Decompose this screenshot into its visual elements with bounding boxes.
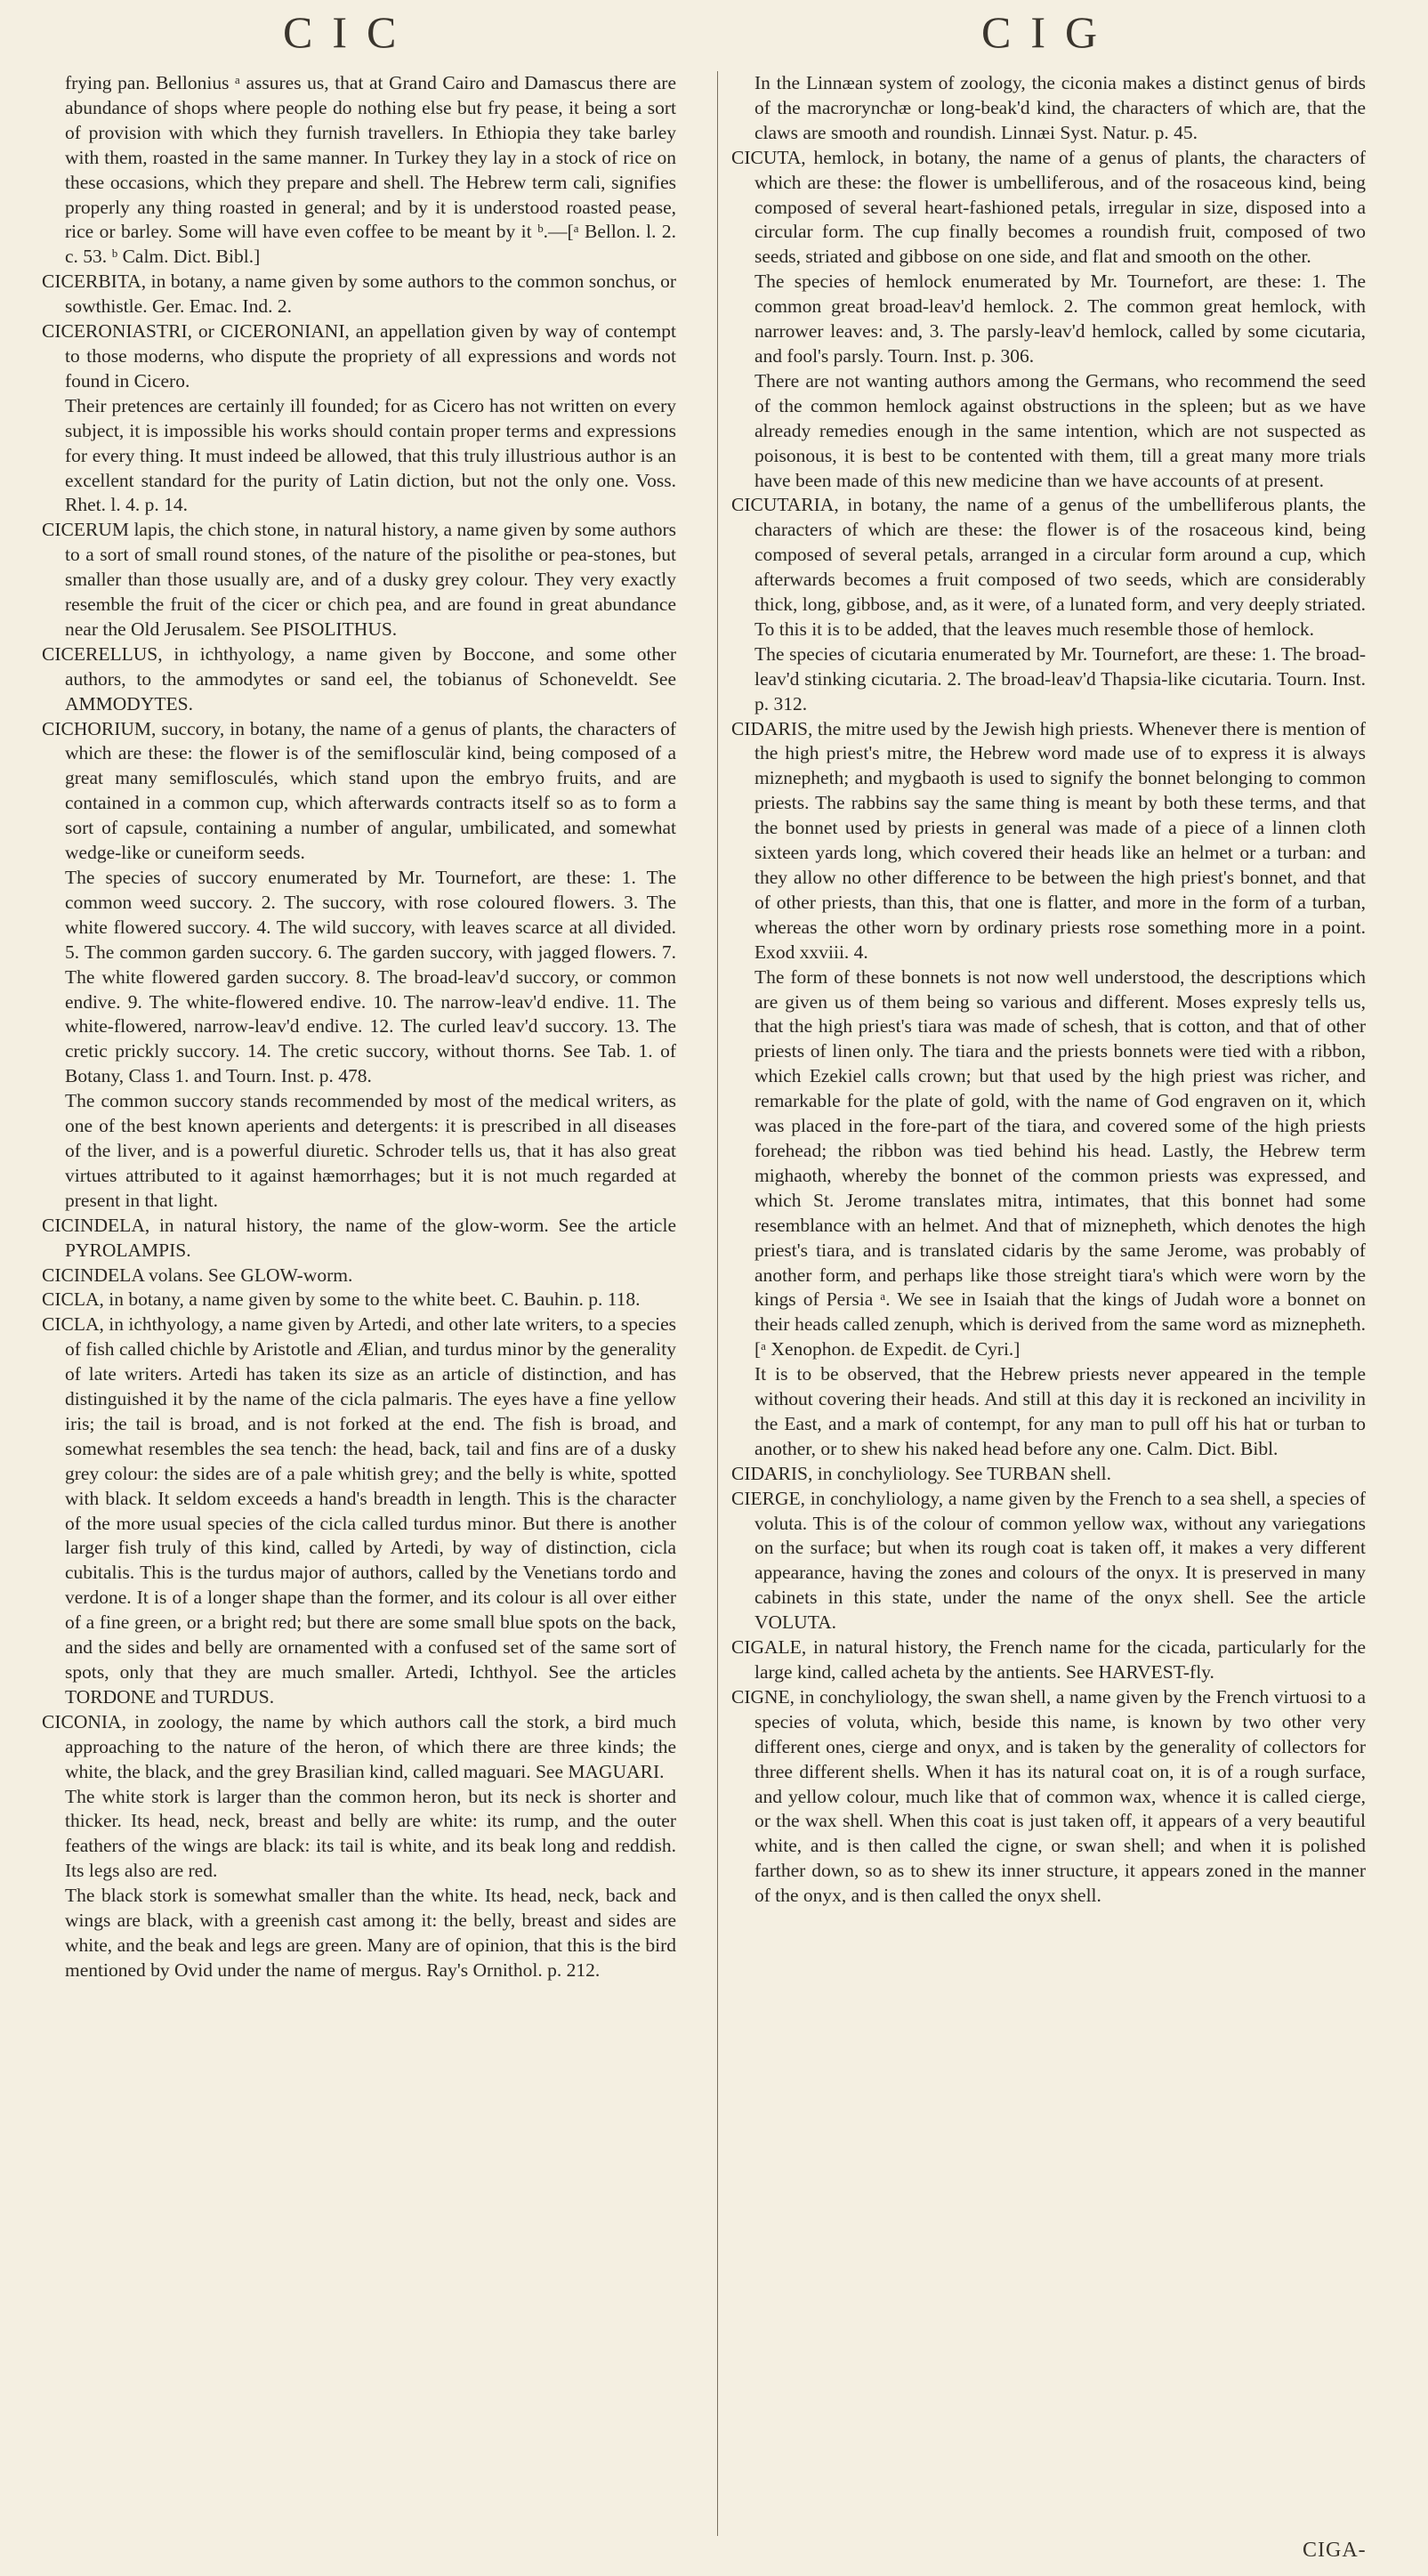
entry-cigale: CIGALE, in natural history, the French name for the cicada, particularly for the large kind, called acheta by the antients. See HARVEST-fly. bbox=[731, 1636, 1366, 1683]
entry-cicerellus: CICERELLUS, in ichthyology, a name given by Boccone, and some other authors, to the ammodytes or sand eel, the tobianus of Schoneveldt. See AMMODYTES. bbox=[42, 642, 676, 715]
entry-cidaris: CIDARIS, the mitre used by the Jewish high priests. Whenever there is mention of the high priest's mitre, the Hebrew word made use of to express it is always miznepheth; and mygbaoth is used to signify the bonnet belonging to common priests. The rabbins say the same thing is meant by both these terms, and that the bonnet used by priests in general was made of a piece of a linnen cloth sixteen yards long, which covered their heads like an helmet or a turban: and they allow no other difference to be between the high priest's bonnet, and that of other priests, than this, that one is flatter, and more in the form of a turban, whereas the other worn by ordinary priests rose something more in a point. Exod xxviii. 4. bbox=[731, 717, 1366, 963]
entry-cigne: CIGNE, in conchyliology, the swan shell, a name given by the French virtuosi to a species of voluta, which, beside this name, is known by two other very different ones, cierge and onyx, and is taken by the generality of collectors for three different shells. When it has its natural coat on, it is of a rough surface, and yellow colour, much like that of common wax, whence it is called cierge, or the wax shell. When this coat is just taken off, it appears of a very beautiful white, and is then called the cigne, or swan shell; and when it is polished farther down, so as to shew its inner structure, it appears zoned in the manner of the onyx, and is then called the onyx shell. bbox=[731, 1685, 1366, 1907]
entry-ciconia: CICONIA, in zoology, the name by which authors call the stork, a bird much approaching to the nature of the heron, of which there are three kinds; the white, the black, and the grey Brasilian kind, called maguari. See MAGUARI. bbox=[42, 1710, 676, 1782]
paragraph-succory-species: The species of succory enumerated by Mr. Tournefort, are these: 1. The common weed succory. 2. The succory, with rose coloured flowers. 3. The white flowered succory. 4. The wild succory, with leaves scarce at all divided. 5. The common garden succory. 6. The garden succory, with jagged flowers. 7. The white flowered garden succory. 8. The broad-leav'd succory, or common endive. 9. The white-flowered endive. 10. The narrow-leav'd endive. 11. The white-flowered, narrow-leav'd endive. 12. The curled leav'd succory. 13. The cretic prickly succory. 14. The cretic succory, without thorns. See Tab. 1. of Botany, Class 1. and Tourn. Inst. p. 478. bbox=[65, 867, 676, 1087]
paragraph-white-stork: The white stork is larger than the common heron, but its neck is shorter and thicker. Its head, neck, breast and belly are white: its rump, and the outer feathers of the wings are black: its tail is white, and its beak long and reddish. Its legs also are red. bbox=[65, 1785, 676, 1882]
paragraph-linnaean-ciconia: In the Linnæan system of zoology, the ciconia makes a distinct genus of birds of the macrorynchæ or long-beak'd kind, the characters of which are, that the claws are smooth and roundish. Linnæi Syst. Natur. p. 45. bbox=[754, 72, 1366, 143]
paragraph-ciceroniastri-pretences: Their pretences are certainly ill founded; for as Cicero has not written on every subject, it is impossible his works should contain proper terms and expressions for every thing. It must indeed be allowed, that this truly illustrious author is an excellent standard for the purity of Latin diction, but not the only one. Voss. Rhet. l. 4. p. 14. bbox=[65, 394, 676, 516]
paragraph-cicutaria-species: The species of cicutaria enumerated by Mr. Tournefort, are these: 1. The broad-leav'd stinking cicutaria. 2. The broad-leav'd Thapsia-like cicutaria. Tourn. Inst. p. 312. bbox=[754, 642, 1366, 715]
running-head-right: CIG bbox=[981, 7, 1117, 57]
entry-ciceroniastri: CICERONIASTRI, or CICERONIANI, an appellation given by way of contempt to those moderns, who dispute the propriety of all expressions and words not found in Cicero. bbox=[42, 320, 676, 392]
entry-cidaris-conchyliology: CIDARIS, in conchyliology. See TURBAN shell. bbox=[731, 1462, 1111, 1484]
entry-cicla-botany: CICLA, in botany, a name given by some to the white beet. C. Bauhin. p. 118. bbox=[42, 1288, 641, 1311]
entry-cicindela-volans: CICINDELA volans. See GLOW-worm. bbox=[42, 1264, 353, 1286]
entry-cicuta: CICUTA, hemlock, in botany, the name of a genus of plants, the characters of which are these: the flower is umbelliferous, and of the rosaceous kind, being composed of several heart-fashioned petals, irregular in size, disposed into a circular form. The cup finally becomes a roundish fruit, composed of two seeds, striated and gibbose on one side, and flat and smooth on the other. bbox=[731, 146, 1366, 268]
entry-cicla-ichthyology: CICLA, in ichthyology, a name given by Artedi, and other late writers, to a species of fish called chichle by Aristotle and Ælian, and turdus minor by the generality of late writers. Artedi has taken its size as an article of distinction, and has distinguished it by the name of the cicla palmaris. The eyes have a fine yellow iris; the tail is broad, and is not forked at the end. The fish is broad, and somewhat resembles the sea tench: the head, back, tail and fins are of a dusky grey colour: the sides are of a pale whitish grey; and the belly is white, spotted with black. It seldom exceeds a hand's breadth in length. This is the character of the more usual species of the cicla called turdus minor. But there is another larger fish truly of this kind, called by Artedi, by way of distinction, cicla cubitalis. This is the turdus major of authors, called by the Venetians tordo and verdone. It is of a longer shape than the former, and its colour is all over either of a fine green, or a bright red; but there are some small blue spots on the back, and the sides and belly are ornamented with a confused set of the same sort of spots, only that they are much smaller. Artedi, Ichthyol. See the articles TORDONE and TURDUS. bbox=[42, 1313, 676, 1708]
column-divider bbox=[717, 71, 718, 2536]
running-head-left: CIC bbox=[283, 7, 416, 57]
paragraph-black-stork: The black stork is somewhat smaller than the white. Its head, neck, back and wings are black, with a greenish cast among it: the belly, breast and sides are white, and the beak and legs are green. Many are of opinion, that this is the bird mentioned by Ovid under the name of mergus. Ray's Ornithol. p. 212. bbox=[65, 1885, 676, 1981]
entry-cierge: CIERGE, in conchyliology, a name given by the French to a sea shell, a species of voluta. This is of the colour of common yellow wax, without any variegations on the surface; but when its rough coat is taken off, it makes a very different appearance, having the zones and colours of the onyx. It is preserved in many cabinets in this state, under the name of the onyx shell. See the article VOLUTA. bbox=[731, 1487, 1366, 1634]
paragraph-hebrew-priests: It is to be observed, that the Hebrew priests never appeared in the temple without covering their heads. And still at this day it is reckoned an incivility in the East, and a mark of contempt, for any man to pull off his hat or turban to another, or to shew his naked head before any one. Calm. Dict. Bibl. bbox=[754, 1363, 1366, 1459]
entry-cicerum-lapis: CICERUM lapis, the chich stone, in natural history, a name given by some authors to a sort of small round stones, of the nature of the pisolithe or pea-stones, but smaller than those usually are, and of a dusky grey colour. They very exactly resemble the fruit of the cicer or chich pea, and are found in great abundance near the Old Jerusalem. See PISOLITHUS. bbox=[42, 519, 676, 640]
entry-cicindela: CICINDELA, in natural history, the name of the glow-worm. See the article PYROLAMPIS. bbox=[42, 1214, 676, 1261]
left-column bbox=[42, 71, 676, 1983]
entry-cicerbita: CICERBITA, in botany, a name given by some authors to the common sonchus, or sowthistle. Ger. Emac. Ind. 2. bbox=[42, 271, 676, 318]
paragraph-hemlock-uses: There are not wanting authors among the Germans, who recommend the seed of the common hemlock against obstructions in the spleen; but as we have already remedies enough in the same intention, which are not suspected as poisonous, it is best to be contented with them, till a great many more trials have been made of this new medicine than we have accounts of at present. bbox=[754, 369, 1366, 491]
paragraph-bonnet-form: The form of these bonnets is not now well understood, the descriptions which are given us of them being so various and different. Moses expresly tells us, that the high priest's tiara was made of schesh, that is cotton, and that of other priests of linen only. The tiara and the priests bonnets were tied with a ribbon, which Ezekiel calls crown; but that used by the high priest was richer, and remarkable for the plate of gold, with the name of God engraven on it, which was placed in the fore-part of the tiara, and covered some of the high priests forehead; the ribbon was tied behind his head. Lastly, the Hebrew term mighaoth, whereby the bonnet of the common priests was expressed, and which St. Jerome translates mitra, intimates, that this bonnet had some resemblance with an helmet. And that of miznepheth, which denotes the high priest's tiara, and is translated cidaris by the same Jerome, was probably of another form, and perhaps like those streight tiara's which were worn by the kings of Persia ᵃ. We see in Isaiah that the kings of Judah wore a bonnet on their heads called zenuph, which is derived from the same word as miznepheth. [ᵃ Xenophon. de Expedit. de Cyri.] bbox=[754, 965, 1366, 1361]
catchword: CIGA- bbox=[1303, 2539, 1367, 2562]
entry-cichorium: CICHORIUM, succory, in botany, the name of a genus of plants, the characters of which are these: the flower is of the semiflosculär kind, being composed of a great many semiflosculés, which stand upon the embryo fruits, and are contained in a common cup, which afterwards contracts itself so as to form a sort of capsule, containing a number of angular, umbilicated, and somewhat wedge-like or cuneiform seeds. bbox=[42, 717, 676, 864]
entry-cicutaria: CICUTARIA, in botany, the name of a genus of the umbelliferous plants, the characters of which are these: the flower is of the rosaceous kind, being composed of several petals, arranged in a circular form around a cup, which afterwards becomes a fruit composed of two seeds, which are considerably thick, long, gibbose, and, as it were, of a lunated form, and very deeply striated. To this it is to be added, that the leaves much resemble those of hemlock. bbox=[731, 494, 1366, 640]
paragraph-frying-pan: frying pan. Bellonius ᵃ assures us, that at Grand Cairo and Damascus there are abundance of shops where people do nothing else but fry pease, it being a sort of provision with which they furnish travellers. In Ethiopia they take barley with them, roasted in the same manner. In Turkey they lay in a stock of rice on these occasions, which they prepare and shell. The Hebrew term cali, signifies properly any thing roasted in general; and by it is understood roasted pease, rice or barley. Some will have even coffee to be meant by it ᵇ.—[ᵃ Bellon. l. 2. c. 53. ᵇ Calm. Dict. Bibl.] bbox=[65, 72, 676, 268]
paragraph-succory-uses: The common succory stands recommended by most of the medical writers, as one of the best known aperients and detergents: it is prescribed in all diseases of the liver, and is a powerful diuretic. Schroder tells us, that it has also great virtues attributed to it against hæmorrhages; but it is not much regarded at present in that light. bbox=[65, 1090, 676, 1211]
right-column bbox=[731, 71, 1366, 1909]
paragraph-hemlock-species: The species of hemlock enumerated by Mr. Tournefort, are these: 1. The common great broad-leav'd hemlock. 2. The common great hemlock, with narrower leaves: and, 3. The parsly-leav'd hemlock, called by some cicutaria, and fool's parsly. Tourn. Inst. p. 306. bbox=[754, 271, 1366, 367]
